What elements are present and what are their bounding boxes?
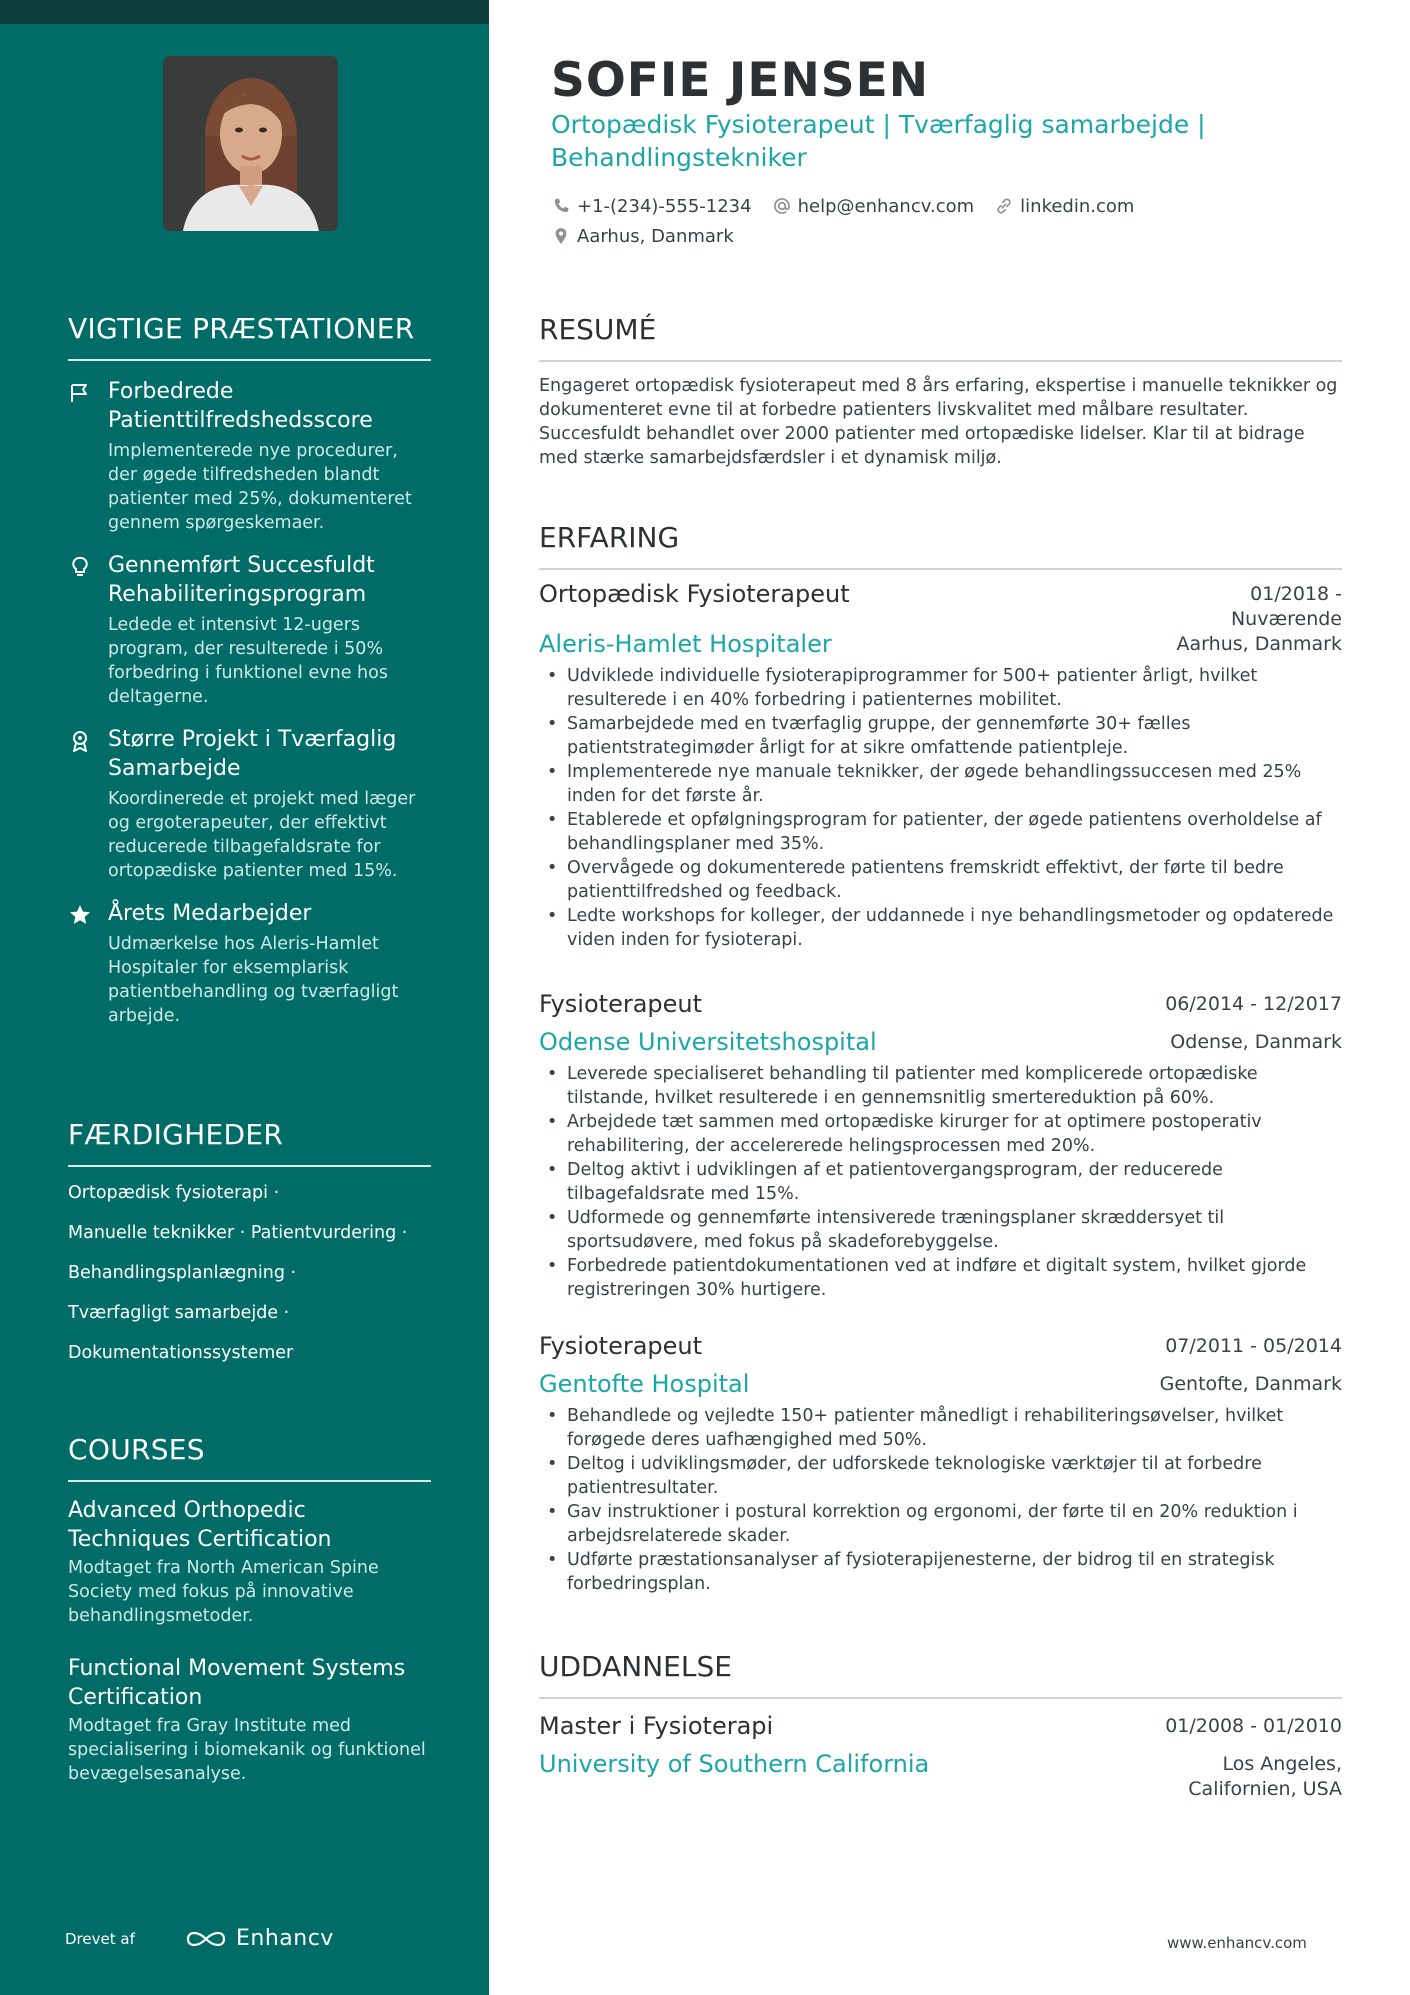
achievement-item: [68, 377, 431, 535]
phone-contact[interactable]: [551, 196, 752, 217]
sidebar: [0, 0, 489, 1995]
contact-info: [551, 193, 1331, 253]
profile-photo-illustration: [163, 56, 338, 231]
course-title: Functional Movement Systems Certification: [68, 1656, 406, 1710]
phone-number: +1-(234)-555-1234: [577, 195, 752, 217]
achievement-description: Implementerede nye procedurer, der øgede tilfredsheden blandt patienter med 25%, dokumenteret gennem spørgeskemaer.: [108, 441, 412, 533]
courses-section: [68, 1433, 431, 1800]
job-bullet: • Arbejdede tæt sammen med ortopædiske kirurger for at optimere postoperativ rehabilitering, der accelererede helingsprocessen med 20%.: [539, 1110, 1342, 1158]
job-bullet: • Etablerede et opfølgningsprogram for patienter, der øgede patientens overholdelse af behandlingsplaner med 35%.: [539, 808, 1342, 856]
job-title: Fysioterapeut: [539, 990, 703, 1018]
skills-section: [68, 1118, 431, 1381]
location-text: Aarhus, Danmark: [577, 225, 734, 247]
skill-item: Manuelle teknikker · Patientvurdering ·: [68, 1223, 408, 1243]
job-title: Ortopædisk Fysioterapeut: [539, 580, 850, 608]
job-bullet: • Behandlede og vejledte 150+ patienter månedligt i rehabiliteringsøvelser, hvilket forøgede deres uafhængighed med 50%.: [539, 1404, 1342, 1452]
education-location: Los Angeles, Californien, USA: [1188, 1753, 1342, 1800]
skill-item: Ortopædisk fysioterapi ·: [68, 1183, 280, 1203]
job-bullet: • Gav instruktioner i postural korrektion og ergonomi, der førte til en 20% reduktion i arbejdsrelaterede skader.: [539, 1500, 1342, 1548]
course-description: Modtaget fra North American Spine Society med fokus på innovative behandlingsmetoder.: [68, 1558, 379, 1626]
achievement-description: Koordinerede et projekt med læger og ergoterapeuter, der effektivt reducerede tilbagefaldsrate for ortopædiske patienter med 15%.: [108, 789, 416, 881]
achievements-section: [68, 312, 431, 1034]
map-pin-icon: [551, 226, 571, 246]
job-bullet: • Udviklede individuelle fysioterapiprogrammer for 500+ patienter årligt, hvilket resulterede i en 40% forbedring i patienternes mobilitet.: [539, 664, 1342, 712]
achievements-heading: VIGTIGE PRÆSTATIONER: [68, 312, 431, 361]
skill-item: Dokumentationssystemer: [68, 1343, 294, 1363]
job-bullet: • Deltog i udviklingsmøder, der udforskede teknologiske værktøjer til at forbedre patientresultater.: [539, 1452, 1342, 1500]
location-contact: [551, 226, 734, 247]
degree-title: Master i Fysioterapi: [539, 1712, 774, 1740]
job-title: Fysioterapeut: [539, 1332, 703, 1360]
job-entry: [539, 1332, 1342, 1596]
job-bullet: • Udformede og gennemførte intensiverede træningsplaner skræddersyet til sportsudøvere, med fokus på skadeforebyggelse.: [539, 1206, 1342, 1254]
job-date: 07/2011 - 05/2014: [1165, 1335, 1342, 1357]
job-bullet: • Udførte præstationsanalyser af fysioterapijenesterne, der bidrog til en strategisk forbedringsplan.: [539, 1548, 1342, 1596]
summary-heading: RESUMÉ: [539, 313, 1342, 362]
at-sign-icon: [772, 196, 792, 216]
job-bullet: • Samarbejdede med en tværfaglig gruppe, der gennemførte 30+ fælles patientstrategimøder årligt for at sikre omfattende patientpleje.: [539, 712, 1342, 760]
course-item: [68, 1496, 431, 1628]
brand-name: Enhancv: [236, 1926, 334, 1951]
job-entry: [539, 990, 1342, 1302]
job-bullet: • Deltog aktivt i udviklingen af et patientovergangsprogram, der reducerede tilbagefaldsrate med 15%.: [539, 1158, 1342, 1206]
skill-item: Tværfagligt samarbejde ·: [68, 1303, 290, 1323]
email-address: help@enhancv.com: [797, 195, 975, 217]
achievement-item: [68, 551, 431, 709]
job-entry: [539, 580, 1342, 952]
brand-logo[interactable]: [184, 1926, 334, 1951]
company-name: Gentofte Hospital: [539, 1370, 750, 1398]
education-entry: [539, 1712, 1342, 1800]
linkedin-url: linkedin.com: [1020, 195, 1135, 217]
courses-heading: COURSES: [68, 1433, 431, 1482]
flag-icon: [68, 381, 92, 405]
job-bullets: [539, 664, 1342, 952]
education-date: 01/2008 - 01/2010: [1165, 1715, 1342, 1737]
lightbulb-icon: [68, 555, 92, 579]
powered-by-label: Drevet af: [65, 1930, 135, 1948]
candidate-name: SOFIE JENSEN: [551, 53, 930, 108]
achievement-title: Gennemført Succesfuldt Rehabiliteringsprogram: [108, 553, 375, 607]
achievement-description: Udmærkelse hos Aleris-Hamlet Hospitaler for eksemplarisk patientbehandling og tværfagligt arbejde.: [108, 934, 399, 1026]
course-description: Modtaget fra Gray Institute med specialisering i biomekanik og funktionel bevægelsesanalyse.: [68, 1716, 426, 1784]
achievement-item: [68, 725, 431, 883]
job-bullet: • Implementerede nye manuale teknikker, der øgede behandlingssuccesen med 25% inden for det første år.: [539, 760, 1342, 808]
job-bullet: • Overvågede og dokumenterede patientens fremskridt effektivt, der førte til bedre patienttilfredshed og feedback.: [539, 856, 1342, 904]
achievement-title: Årets Medarbejder: [108, 901, 312, 926]
summary-text: Engageret ortopædisk fysioterapeut med 8 års erfaring, ekspertise i manuelle teknikker og dokumenteret evne til at forbedre patienters livskvalitet med målbare resultater. Succesfuldt behandlet over 2000 patienter med ortopædiske lidelser. Klar til at bidrage med stærke samarbejdsfærdsler i et dynamisk miljø.: [539, 376, 1338, 468]
star-icon: [68, 903, 92, 927]
job-bullet: • Ledte workshops for kolleger, der uddannede i nye behandlingsmetoder og opdaterede viden inden for fysioterapi.: [539, 904, 1342, 952]
course-item: [68, 1654, 431, 1786]
course-title: Advanced Orthopedic Techniques Certification: [68, 1498, 332, 1552]
skills-list: [68, 1181, 431, 1365]
achievement-title: Forbedrede Patienttilfredshedsscore: [108, 379, 373, 433]
school-name: University of Southern California: [539, 1750, 930, 1778]
job-location: Gentofte, Danmark: [1159, 1373, 1342, 1395]
enhancv-logo-icon: [184, 1927, 228, 1951]
job-bullets: [539, 1062, 1342, 1302]
company-name: Odense Universitetshospital: [539, 1028, 877, 1056]
skills-heading: FÆRDIGHEDER: [68, 1118, 431, 1167]
job-date: 06/2014 - 12/2017: [1165, 993, 1342, 1015]
footer-website[interactable]: www.enhancv.com: [1167, 1934, 1307, 1952]
email-contact[interactable]: [772, 196, 975, 217]
company-name: Aleris-Hamlet Hospitaler: [539, 630, 832, 658]
profile-photo: [163, 56, 338, 231]
award-icon: [68, 729, 92, 753]
education-heading: UDDANNELSE: [539, 1650, 1342, 1699]
job-bullet: • Leverede specialiseret behandling til patienter med komplicerede ortopædiske tilstande, hvilket resulterede i en gennemsnitlig smertereduktion på 60%.: [539, 1062, 1342, 1110]
job-date: 01/2018 - Nuværende: [1230, 583, 1342, 630]
sidebar-top-bar: [0, 0, 489, 24]
job-bullets: [539, 1404, 1342, 1596]
candidate-headline: Ortopædisk Fysioterapeut | Tværfaglig samarbejde | Behandlingstekniker: [551, 110, 1206, 172]
achievement-item: [68, 899, 431, 1028]
job-location: Odense, Danmark: [1170, 1031, 1342, 1053]
achievement-description: Ledede et intensivt 12-ugers program, der resulterede i 50% forbedring i funktionel evne hos deltagerne.: [108, 615, 388, 707]
achievement-title: Større Projekt i Tværfaglig Samarbejde: [108, 727, 397, 781]
link-icon: [994, 196, 1014, 216]
job-location: Aarhus, Danmark: [1176, 633, 1342, 655]
phone-icon: [551, 196, 571, 216]
skill-item: Behandlingsplanlægning ·: [68, 1263, 297, 1283]
linkedin-contact[interactable]: [994, 196, 1134, 217]
job-bullet: • Forbedrede patientdokumentationen ved at indføre et digitalt system, hvilket gjorde registreringen 30% hurtigere.: [539, 1254, 1342, 1302]
experience-heading: ERFARING: [539, 521, 1342, 570]
